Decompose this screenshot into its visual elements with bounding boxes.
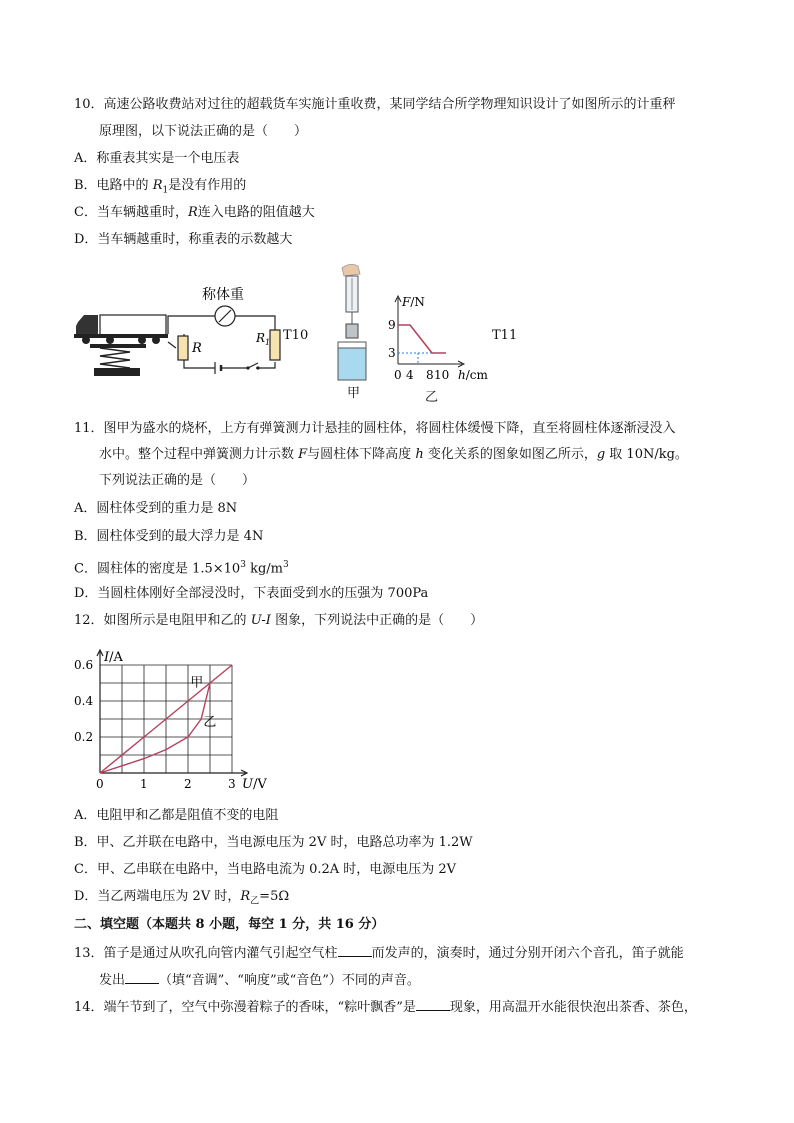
resistor-r1-label: $R_1$	[256, 331, 271, 347]
q11-option-a: A．圆柱体受到的重力是 8N	[74, 501, 238, 516]
q14-line1-suffix: 现象，用高温开水能很快泡出茶香、茶色，	[449, 1000, 697, 1015]
q14-line1-prefix: 端午节到了，空气中弥漫着粽子的香味，“粽叶飘香”是	[103, 1000, 416, 1015]
q13-number: 13．	[74, 946, 104, 961]
figure-t11-yi-label: 乙	[425, 390, 439, 405]
q11-option-c	[74, 557, 289, 577]
y-tick-label: 0.2	[74, 730, 94, 744]
q10-stem	[74, 97, 676, 113]
q12-option-d-sub: 乙	[250, 896, 260, 907]
q14-blank-1[interactable]	[416, 998, 450, 1011]
section-title: 二、填空题（本题共 8 小题，每空 1 分，共 16 分）	[74, 917, 385, 932]
q11-var-g: g	[596, 447, 606, 462]
q10-option-a: A．称重表其实是一个电压表	[74, 151, 240, 166]
hand-icon	[342, 264, 360, 276]
q10-stem-line2: 原理图，以下说法正确的是（ ）	[99, 124, 308, 139]
y-tick-label: 0.6	[74, 658, 94, 672]
q11-stem-line1: 图甲为盛水的烧杯，上方有弹簧测力计悬挂的圆柱体，将圆柱体缓慢下降，直至将圆柱体逐渐浸没入	[103, 421, 676, 436]
q11-line2-part4: 取 10N/kg。	[605, 447, 688, 462]
q10-option-c	[74, 205, 315, 221]
q13-line1-prefix: 笛子是通过从吹孔向管内灌气引起空气柱	[103, 946, 338, 961]
q13-line2-suffix: （填“音调”、“响度”或“音色”）不同的声音。	[159, 973, 420, 988]
q10-option-b	[74, 178, 246, 199]
q12-number: 12．	[74, 613, 104, 628]
q11-var-h: h	[415, 447, 424, 462]
q11-line2-part2: 与圆柱体下降高度	[307, 447, 416, 462]
q14-line1	[74, 998, 697, 1016]
q12-option-d	[74, 889, 289, 910]
q12-stem	[74, 613, 483, 629]
q11-option-c-unit: kg/m	[245, 561, 283, 577]
q11-line2-part3: 变化关系的图象如图乙所示，	[423, 447, 597, 462]
q12-option-d-suffix: =5Ω	[259, 889, 290, 904]
q13-blank-2[interactable]	[125, 971, 159, 984]
q12-option-a: A．电阻甲和乙都是阻值不变的电阻	[74, 808, 279, 823]
weight-meter-icon	[215, 306, 235, 326]
q11-stem-line3: 下列说法正确的是（ ）	[99, 473, 256, 488]
spring-scale-icon	[346, 276, 358, 324]
force-curve	[398, 325, 446, 353]
q13-line2-prefix: 发出	[99, 973, 126, 988]
tick-0: 0	[394, 368, 402, 382]
q12-option-d-prefix: D．当乙两端电压为 2V 时，	[74, 889, 241, 904]
q11-option-d: D．当圆柱体刚好全部浸没时，下表面受到水的压强为 700Pa	[74, 586, 429, 601]
q10-option-c-prefix: C．当车辆越重时，	[74, 205, 188, 220]
spring-platform-icon	[90, 344, 146, 376]
resistor-r	[178, 336, 188, 360]
cylinder-icon	[346, 324, 358, 338]
q10-option-d: D．当车辆越重时，称重表的示数越大	[74, 232, 293, 247]
tick-3: 3	[388, 346, 396, 360]
series-label-jia: 甲	[190, 675, 204, 691]
q10-option-b-suffix: 是没有作用的	[168, 178, 247, 193]
ui-graph-chart	[70, 638, 280, 798]
slider-arrow-icon	[168, 342, 176, 348]
x-tick-label: 1	[140, 777, 148, 791]
q13-line2	[99, 971, 420, 989]
q14-number: 14．	[74, 1000, 104, 1015]
q10-option-c-var: R	[187, 205, 198, 220]
q12-stem-prefix: 如图所示是电阻甲和乙的	[103, 613, 251, 628]
resistor-r1	[270, 330, 280, 360]
q12-option-c: C．甲、乙串联在电路中，当电路电流为 0.2A 时，电源电压为 2V	[74, 862, 457, 877]
tick-10: 10	[434, 368, 450, 382]
tick-8: 8	[426, 368, 434, 382]
figure-t10-circuit	[70, 282, 310, 382]
q12-option-d-var: R	[240, 889, 251, 904]
truck-icon	[74, 315, 168, 344]
q11-option-b: B．圆柱体受到的最大浮力是 4N	[74, 529, 264, 544]
figure-t11-jia-label: 甲	[347, 386, 361, 401]
x-tick-label: 2	[184, 777, 192, 791]
figure-t10-tag: T10	[283, 328, 309, 343]
q10-option-b-var: R	[152, 178, 163, 193]
y-axis-label: I/A	[104, 650, 123, 665]
figure-t11-tag: T11	[492, 328, 518, 343]
q13-line1	[74, 944, 684, 962]
q12-option-b: B．甲、乙并联在电路中，当电源电压为 2V 时，电路总功率为 1.2W	[74, 835, 473, 850]
figure-t11-jia	[328, 262, 378, 386]
q13-line1-suffix: 而发声的，演奏时，通过分别开闭六个音孔，笛子就能	[371, 946, 684, 961]
q11-option-c-exp: 3	[240, 560, 246, 570]
q11-var-f: F	[298, 447, 308, 462]
q11-option-c-prefix: C．圆柱体的密度是 1.5×10	[74, 561, 241, 577]
figure-t11-yi-graph	[388, 292, 492, 386]
tick-9: 9	[388, 318, 396, 332]
q11-number: 11．	[74, 421, 104, 436]
x-tick-label: 0	[96, 777, 104, 791]
q11-option-c-unit-exp: 3	[282, 560, 289, 570]
q12-stem-var: U-I	[250, 613, 271, 628]
tick-4: 4	[406, 368, 414, 382]
q12-stem-suffix: 图象，下列说法中正确的是（ ）	[270, 613, 484, 628]
resistor-r-label: R	[192, 341, 202, 356]
q11-line2-part1: 水中。整个过程中弹簧测力计示数	[99, 447, 299, 462]
q11-stem	[74, 421, 676, 437]
q10-number: 10．	[74, 97, 104, 112]
beaker-icon	[338, 342, 366, 380]
q11-stem-line2	[99, 447, 688, 463]
x-tick-label: 3	[228, 777, 236, 791]
series-label-yi: 乙	[203, 715, 217, 731]
q10-option-c-suffix: 连入电路的阻值越大	[197, 205, 315, 220]
graph-axis-x-label: h/cm	[458, 368, 488, 382]
y-tick-label: 0.4	[74, 694, 94, 708]
q10-option-b-prefix: B．电路中的	[74, 178, 153, 193]
meter-label: 称体重	[202, 287, 244, 303]
q10-option-b-sub: 1	[162, 185, 169, 196]
graph-axis-y-label: F/N	[402, 295, 425, 309]
x-axis-label: U/V	[242, 777, 267, 792]
q13-blank-1[interactable]	[338, 944, 372, 957]
q10-stem-line1: 高速公路收费站对过往的超载货车实施计重收费，某同学结合所学物理知识设计了如图所示的计重秤	[103, 97, 676, 112]
